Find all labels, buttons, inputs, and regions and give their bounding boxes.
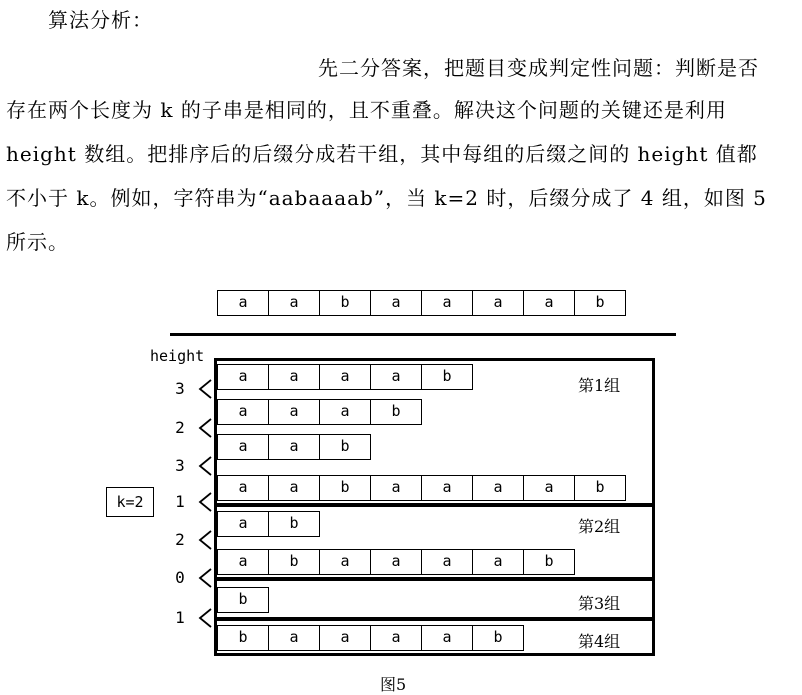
suffix-cell: a	[268, 399, 320, 425]
k-label-box: k=2	[106, 487, 154, 517]
suffix-cell: a	[217, 399, 269, 425]
height-arrow-icon	[198, 379, 212, 399]
top-string-cell: a	[370, 290, 422, 316]
suffix-cell: a	[421, 549, 473, 575]
suffix-cell: a	[370, 625, 422, 651]
separator-line	[170, 333, 676, 336]
suffix-cell: a	[268, 475, 320, 501]
height-value: 2	[175, 530, 185, 549]
suffix-cell: a	[319, 549, 371, 575]
paragraph-line-4: 不小于 k。例如，字符串为“aabaaaab”，当 k=2 时，后缀分成了 4 组，如图 5	[6, 186, 767, 210]
suffix-cell: a	[268, 434, 320, 460]
top-string-cell: a	[472, 290, 524, 316]
suffix-cell: a	[217, 434, 269, 460]
heading: 算法分析：	[48, 8, 153, 32]
height-arrow-icon	[198, 530, 212, 550]
height-label: height	[150, 347, 205, 365]
height-arrow-icon	[198, 456, 212, 476]
suffix-cell: b	[370, 399, 422, 425]
suffix-cell: b	[472, 625, 524, 651]
paragraph-line-2: 存在两个长度为 k 的子串是相同的，且不重叠。解决这个问题的关键还是利用	[6, 98, 727, 122]
group-label: 第1组	[578, 376, 621, 395]
paragraph-line-3: height 数组。把排序后的后缀分成若干组，其中每组的后缀之间的 height 值都	[6, 142, 758, 166]
height-arrow-icon	[198, 418, 212, 438]
group-label: 第3组	[578, 594, 621, 613]
suffix-cell: a	[217, 475, 269, 501]
suffix-cell: a	[370, 364, 422, 390]
suffix-cell: b	[217, 625, 269, 651]
height-value: 1	[175, 608, 185, 627]
suffix-cell: a	[319, 364, 371, 390]
top-string-cell: a	[217, 290, 269, 316]
suffix-cell: b	[523, 549, 575, 575]
suffix-cell: a	[472, 475, 524, 501]
height-arrow-icon	[198, 568, 212, 588]
top-string-cell: a	[268, 290, 320, 316]
top-string-cell: a	[523, 290, 575, 316]
suffix-cell: b	[319, 434, 371, 460]
group-label: 第4组	[578, 632, 621, 651]
suffix-cell: a	[523, 475, 575, 501]
height-arrow-icon	[198, 492, 212, 512]
height-value: 0	[175, 568, 185, 587]
suffix-cell: b	[574, 475, 626, 501]
height-value: 2	[175, 418, 185, 437]
group-label: 第2组	[578, 517, 621, 536]
suffix-cell: a	[319, 625, 371, 651]
suffix-cell: b	[319, 475, 371, 501]
suffix-cell: a	[217, 511, 269, 537]
suffix-cell: a	[472, 549, 524, 575]
suffix-cell: b	[268, 511, 320, 537]
suffix-cell: a	[370, 549, 422, 575]
height-arrow-icon	[198, 608, 212, 628]
top-string-cell: b	[574, 290, 626, 316]
suffix-cell: a	[268, 364, 320, 390]
suffix-cell: a	[217, 549, 269, 575]
suffix-cell: a	[319, 399, 371, 425]
height-value: 3	[175, 379, 185, 398]
height-value: 1	[175, 492, 185, 511]
suffix-cell: a	[421, 625, 473, 651]
paragraph-line-1: 先二分答案，把题目变成判定性问题：判断是否	[318, 56, 759, 80]
suffix-cell: a	[217, 364, 269, 390]
top-string-cell: b	[319, 290, 371, 316]
top-string-cell: a	[421, 290, 473, 316]
suffix-cell: a	[421, 475, 473, 501]
paragraph-line-5: 所示。	[6, 230, 69, 254]
height-value: 3	[175, 456, 185, 475]
figure-caption: 图5	[380, 675, 407, 694]
suffix-cell: a	[370, 475, 422, 501]
suffix-cell: b	[217, 587, 269, 613]
suffix-cell: b	[421, 364, 473, 390]
suffix-cell: b	[268, 549, 320, 575]
suffix-cell: a	[268, 625, 320, 651]
